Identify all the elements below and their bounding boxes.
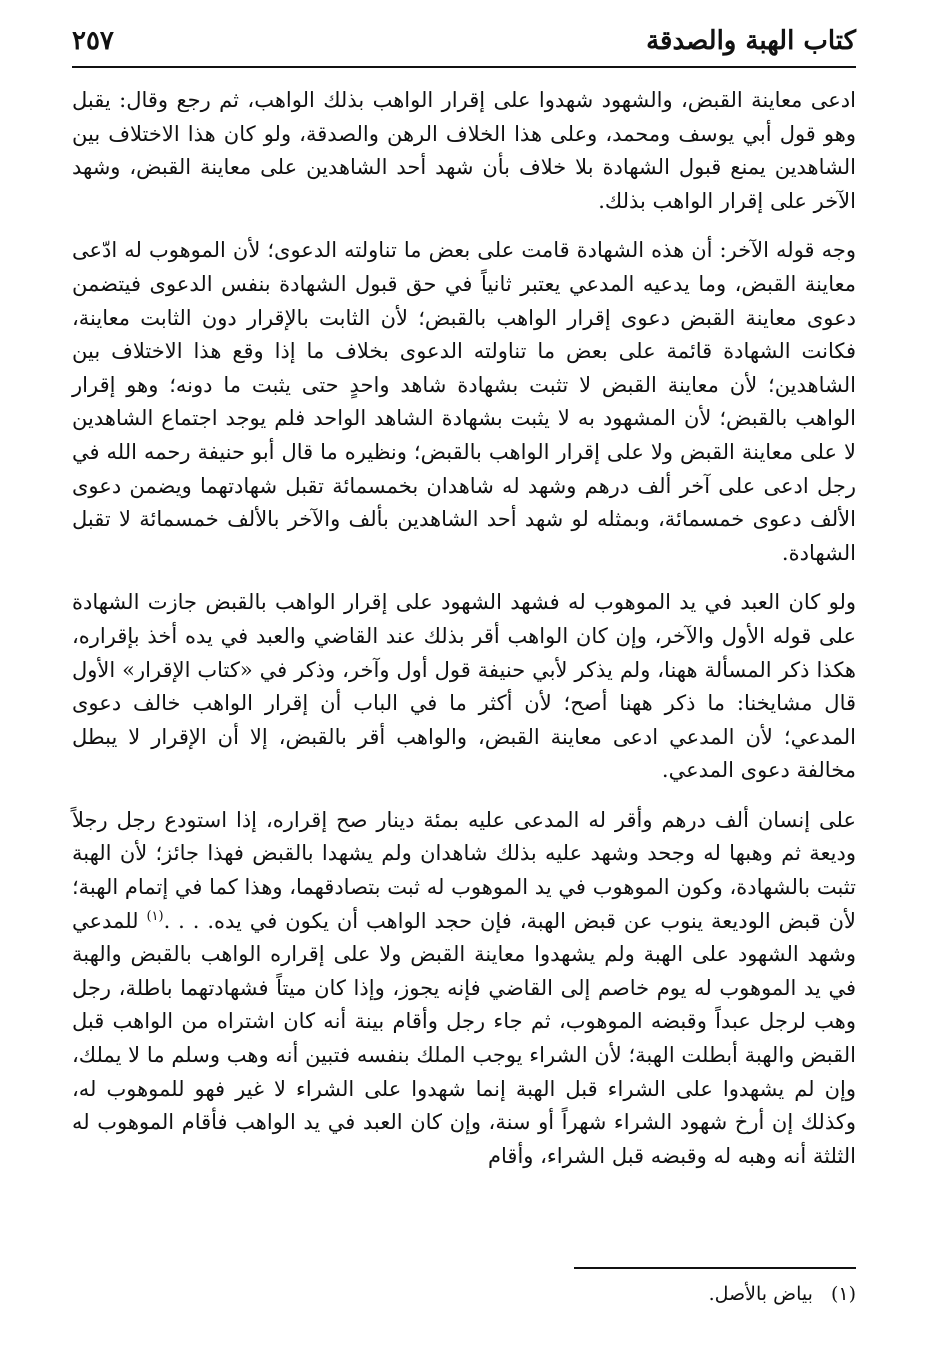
paragraph-4-part-1: على إنسان ألف درهم وأقر له المدعى عليه بمئة دينار صح إقراره، إذا استودع رجل رجلاً وديعة ثم وهبها له وجحد وشهد عليه بذلك شاهدان ولم يشهدا بالقبض فهذا جائز؛ لأن الهبة تثبت بالشهادة، وكون الموهوب في يد الموهوب له ثبت بتصادقهما، وهذا كما في إتمام الهبة؛ لأن قبض الوديعة ينوب عن قبض الهبة، فإن حجد الواهب أن يكون في يده. . . .	[72, 807, 856, 933]
footnote-reference: (١)	[146, 908, 164, 924]
footnote	[709, 1280, 856, 1308]
footnote-number: (١)	[830, 1283, 856, 1305]
book-page	[72, 22, 856, 1342]
footnote-rule	[574, 1267, 856, 1269]
paragraph-1: ادعى معاينة القبض، والشهود شهدوا على إقرار الواهب بذلك الواهب، ثم رجع وقال: يقبل وهو قول أبي يوسف ومحمد، وعلى هذا الخلاف الرهن والصدقة، ولو كان هذا الاختلاف بين الشاهدين يمنع قبول الشهادة بلا خلاف بأن شهد أحد الشاهدين على معاينة القبض، وشهد الآخر على إقرار الواهب بذلك.	[72, 88, 856, 213]
page-number: ٢٥٧	[72, 26, 114, 56]
paragraph-3: ولو كان العبد في يد الموهوب له فشهد الشهود على إقرار الواهب بالقبض جازت الشهادة على قوله الأول والآخر، وإن كان الواهب أقر بذلك عند القاضي والعبد في يده أخذ بإقراره، هكذا ذكر المسألة ههنا، ولم يذكر لأبي حنيفة قول أول وآخر، وذكر في «كتاب الإقرار» الأول قال مشايخنا: ما ذكر ههنا أصح؛ لأن أكثر ما في الباب أن إقرار الواهب خالف دعوى المدعي؛ لأن المدعي ادعى معاينة القبض، والواهب أقر بالقبض، إلا أن الإقرار لا يبطل مخالفة دعوى المدعي.	[72, 590, 857, 783]
page-header	[72, 22, 856, 62]
header-rule	[72, 66, 856, 68]
paragraph-2: وجه قوله الآخر: أن هذه الشهادة قامت على بعض ما تناولته الدعوى؛ لأن الموهوب له ادّعى معاينة القبض، وما يدعيه المدعي يعتبر ثانياً في حق قبول الشهادة بنفس الدعوى فيتضمن دعوى معاينة القبض دعوى إقرار الواهب بالقبض؛ لأن الثابت بالإقرار دون الثابت معاينة، فكانت الشهادة قائمة على بعض ما تناولته الدعوى بخلاف ما إذا وقع هذا الاختلاف بين الشاهدين؛ لأن معاينة القبض لا تثبت بشهادة شاهد واحدٍ حتى يثبت ما دونه؛ وهو إقرار الواهب بالقبض؛ لأن المشهود به لا يثبت بشهادة الشاهد الواحد فلم يوجد اجتماع الشاهدين لا على معاينة القبض ولا على إقرار الواهب بالقبض؛ ونظيره ما قال أبو حنيفة رحمه الله في رجل ادعى على آخر ألف درهم وشهد له شاهدان بخمسمائة تقبل شهادتهما ويضمن دعوى الألف دعوى خمسمائة، وبمثله لو شهد أحد الشاهدين بألف والآخر بالألف خمسمائة لا تقبل الشهادة.	[72, 238, 856, 565]
running-title: كتاب الهبة والصدقة	[646, 26, 856, 56]
footnote-text: بياض بالأصل.	[708, 1283, 813, 1305]
body-text	[72, 84, 856, 1189]
paragraph-4-part-2: للمدعي وشهد الشهود على الهبة ولم يشهدوا معاينة القبض ولا على إقراره الواهب بالقبض والهبة في يد الموهوب له يوم خاصم إلى القاضي فإنه يجوز، وإذا كان ميتاً فشهادتهما باطلة، رجل وهب لرجل عبداً وقبضه الموهوب، ثم جاء رجل وأقام بينة أنه كان اشتراه من الواهب قبل القبض والهبة أبطلت الهبة؛ لأن الشراء يوجب الملك بنفسه فتبين أنه وهب وسلم ما لا يملك، وإن لم يشهدوا على الشراء قبل الهبة إنما شهدوا على الشراء لا غير فهو للموهوب له، وكذلك إن أرخ شهود الشراء شهراً أو سنة، وإن كان العبد في يد الواهب فأقام الموهوب له الثلثة أنه وهبه له وقبضه قبل الشراء، وأقام	[72, 908, 856, 1168]
paragraph-4	[72, 804, 856, 1174]
